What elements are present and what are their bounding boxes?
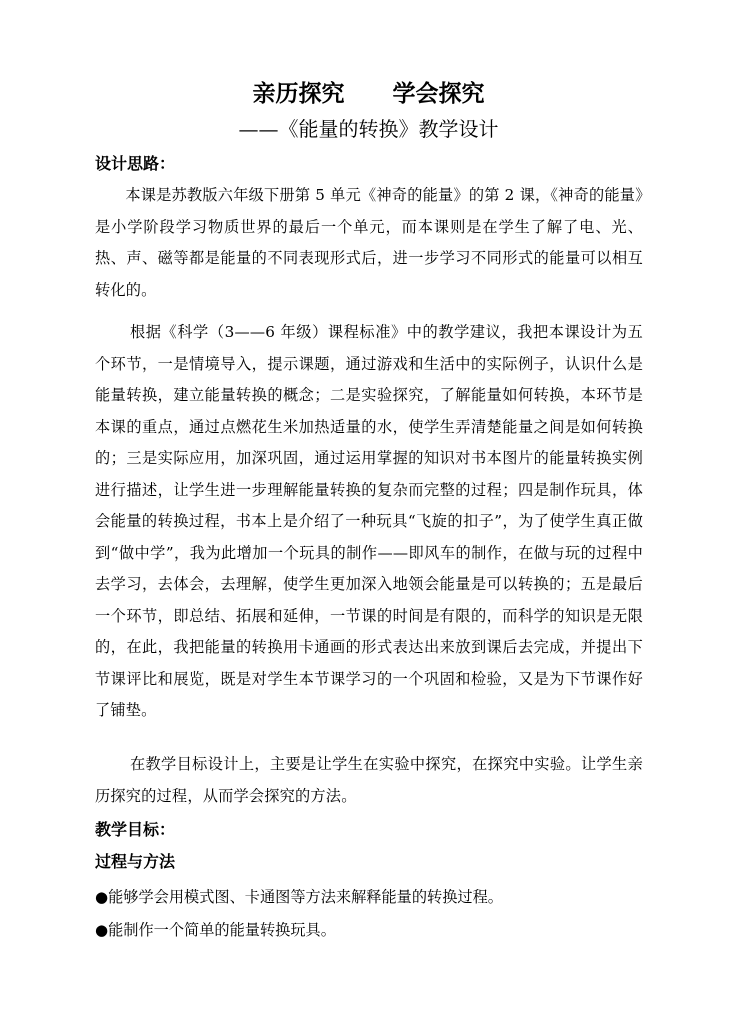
paragraph-intro: 本课是苏教版六年级下册第 5 单元《神奇的能量》的第 2 课，《神奇的能量》是小学阶段学习物质世界的最后一个单元，而本课则是在学生了解了电、光、热、声、磁等都是能量的不同表现形式后，进一步学习不同形式的能量可以相互转化的。 bbox=[95, 186, 643, 299]
paragraph-design: 根据《科学（3——6 年级）课程标准》中的教学建议，我把本课设计为五个环节，一是情境导入，提示课题，通过游戏和生活中的实际例子，认识什么是能量转换，建立能量转换的概念；二是实验探究，了解能量如何转换，本环节是本课的重点，通过点燃花生米加热适量的水，使学生弄清楚能量之间是如何转换的；三是实际应用，加深巩固，通过运用掌握的知识对书本图片的能量转换实例进行描述，让学生进一步理解能量转换的复杂而完整的过程；四是制作玩具，体会能量的转换过程，书本上是介绍了一种玩具“飞旋的扣子”，为了使学生真正做到“做中学”，我为此增加一个玩具的制作——即风车的制作，在做与玩的过程中去学习，去体会，去理解，使学生更加深入地领会能量是可以转换的；五是最后一个环节，即总结、拓展和延伸，一节课的时间是有限的，而科学的知识是无限的，在此，我把能量的转换用卡通画的形式表达出来放到课后去完成，并提出下节课评比和展览，既是对学生本节课学习的一个巩固和检验，又是为下节课作好了铺垫。 bbox=[95, 323, 643, 719]
paragraph-goal-design: 在教学目标设计上，主要是让学生在实验中探究，在探究中实验。让学生亲历探究的过程，从而学会探究的方法。 bbox=[95, 755, 643, 805]
list-item bbox=[95, 885, 655, 909]
bullet-icon: ● bbox=[95, 888, 109, 906]
section-heading-goals: 教学目标： bbox=[95, 820, 176, 839]
list-item-text: 能制作一个简单的能量转换玩具。 bbox=[108, 921, 336, 939]
section-heading-design: 设计思路： bbox=[95, 154, 176, 173]
document-subtitle: ——《能量的转换》教学设计 bbox=[238, 117, 499, 141]
section-heading-process: 过程与方法 bbox=[95, 852, 176, 871]
list-item bbox=[95, 918, 655, 942]
bullet-icon: ● bbox=[95, 921, 109, 939]
document-title: 亲历探究 学会探究 bbox=[252, 81, 485, 107]
list-item-text: 能够学会用模式图、卡通图等方法来解释能量的转换过程。 bbox=[108, 888, 503, 906]
